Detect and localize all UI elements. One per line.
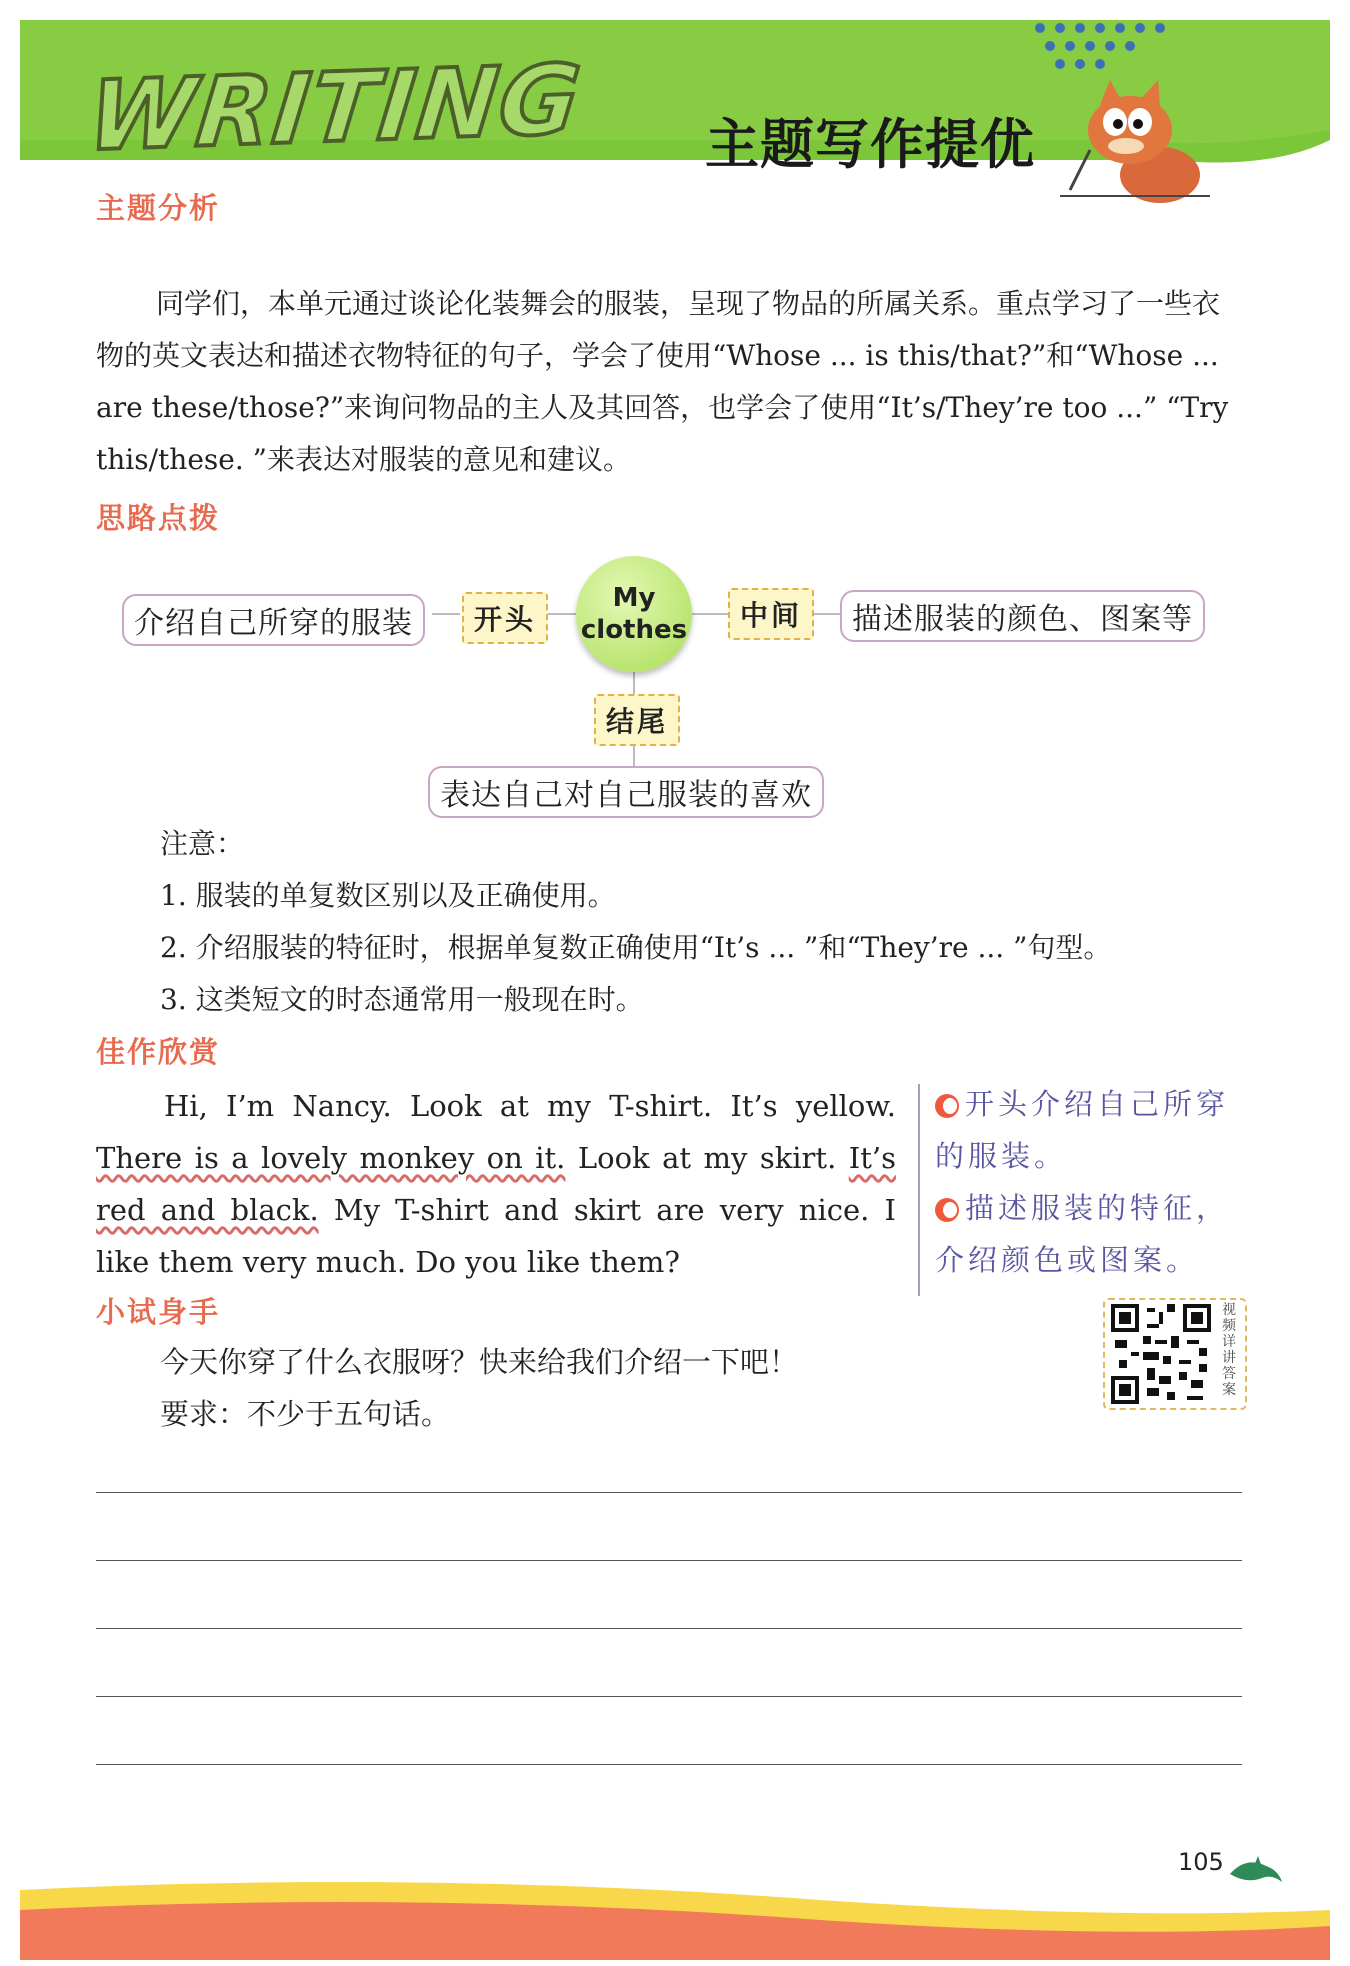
- mindmap-end-box: 表达自己对自己服装的喜欢: [428, 766, 824, 818]
- tip-2-text: 描述服装的特征，介绍颜色或图案。: [935, 1191, 1230, 1277]
- tip-bullet-icon: [935, 1198, 959, 1222]
- notes-title: 注意：: [160, 827, 245, 860]
- essay-part-3: My T-shirt and skirt are very nice. I like them very much. Do you like them?: [96, 1193, 897, 1279]
- tip-2: [935, 1182, 1255, 1286]
- qr-label: 视频详讲答案: [1222, 1302, 1236, 1398]
- tip-divider: [918, 1084, 920, 1296]
- qr-code-icon: [1111, 1304, 1211, 1404]
- essay-part-1: Hi, I’m Nancy. Look at my T-shirt. It’s yellow.: [164, 1089, 896, 1123]
- page-number: 105: [1178, 1848, 1224, 1876]
- section-heading-sample: 佳作欣赏: [96, 1035, 221, 1069]
- note-item-1: 1. 服装的单复数区别以及正确使用。: [160, 879, 616, 912]
- writing-line[interactable]: [96, 1628, 1242, 1629]
- mindmap-start-box: 介绍自己所穿的服装: [122, 594, 425, 646]
- mindmap-hub: [576, 556, 692, 672]
- essay-highlight-2: It’s red and black.: [96, 1141, 896, 1227]
- section-heading-ideas: 思路点拨: [96, 501, 221, 535]
- tip-bullet-icon: [935, 1094, 959, 1118]
- practice-prompt: 今天你穿了什么衣服呀？快来给我们介绍一下吧！: [160, 1345, 799, 1379]
- hub-line-2: clothes: [580, 615, 688, 645]
- section-heading-analysis: 主题分析: [96, 191, 221, 225]
- writing-line[interactable]: [96, 1764, 1242, 1765]
- footer-wave-decoration: [20, 1870, 1330, 1960]
- writing-wordmark: WRITING: [83, 43, 587, 173]
- essay-highlight-1: There is a lovely monkey on it.: [96, 1141, 566, 1175]
- banner-title: 主题写作提优: [705, 113, 1035, 176]
- tip-1-text: 开头介绍自己所穿的服装。: [935, 1087, 1230, 1173]
- mindmap-start-tag: 开头: [462, 592, 548, 644]
- tip-1: [935, 1078, 1255, 1182]
- analysis-text: 同学们，本单元通过谈论化装舞会的服装，呈现了物品的所属关系。重点学习了一些衣物的英文表达和描述衣物特征的句子，学会了使用“Whose ... is this/that?”和“Whose ... are these/those?”来询问物品的主人及其回答，也学会了使用“It’s/They’re too ...” “Try this/these. ”来表达对服装的意见和建议。: [96, 287, 1229, 476]
- writing-line[interactable]: [96, 1492, 1242, 1493]
- writing-line[interactable]: [96, 1560, 1242, 1561]
- mindmap-end-tag: 结尾: [594, 694, 680, 746]
- practice-requirement: 要求：不少于五句话。: [160, 1397, 451, 1431]
- sample-essay: [96, 1080, 896, 1288]
- essay-part-2: Look at my skirt.: [565, 1141, 849, 1175]
- section-heading-practice: 小试身手: [96, 1295, 221, 1329]
- note-item-3: 3. 这类短文的时态通常用一般现在时。: [160, 983, 644, 1016]
- hub-line-1: My: [612, 583, 656, 613]
- note-item-2: 2. 介绍服装的特征时，根据单复数正确使用“It’s ... ”和“They’re ... ”句型。: [160, 931, 1112, 964]
- mindmap-middle-box: 描述服装的颜色、图案等: [840, 590, 1205, 642]
- writing-line[interactable]: [96, 1696, 1242, 1697]
- mindmap-middle-tag: 中间: [728, 588, 814, 640]
